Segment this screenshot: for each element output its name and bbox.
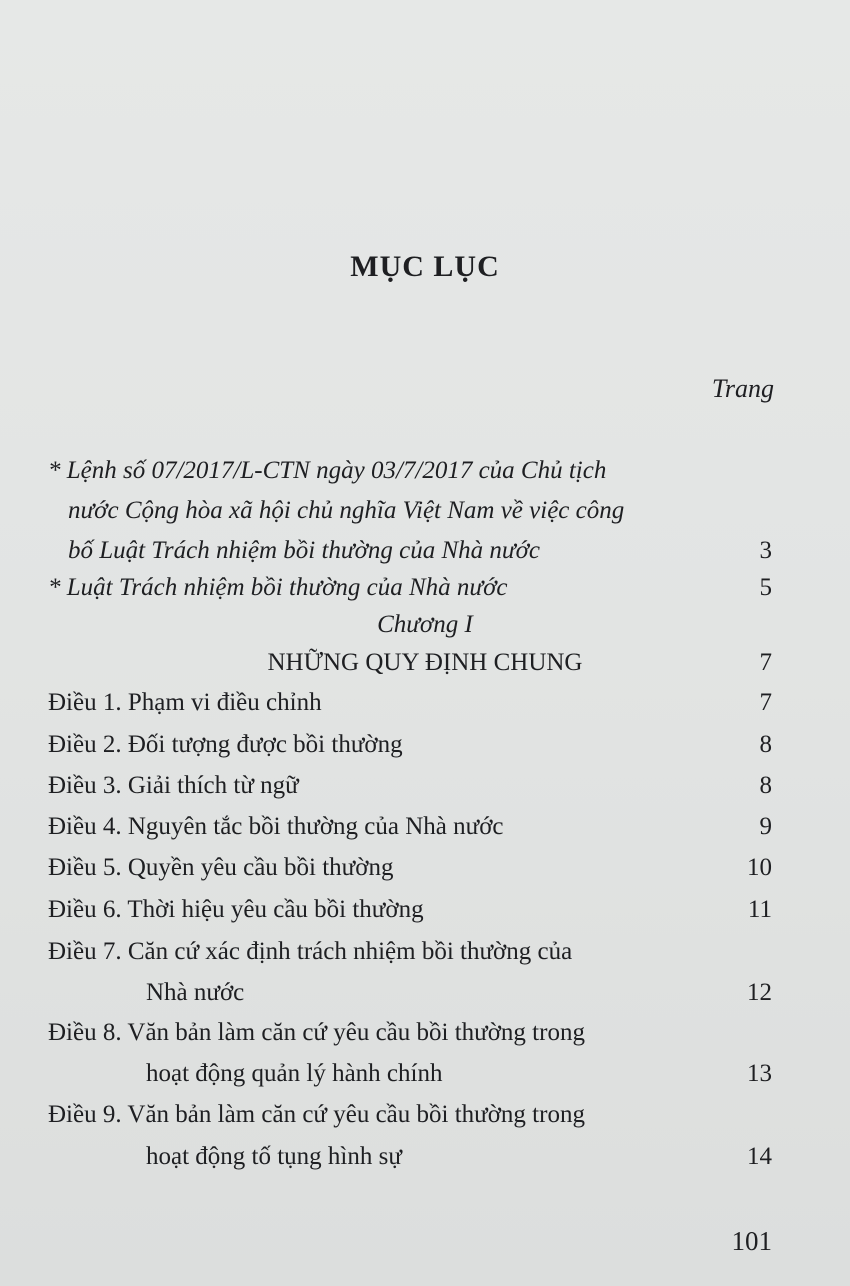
entry-order-page: 3 bbox=[759, 537, 772, 564]
entry-order-line-1: * Lệnh số 07/2017/L-CTN ngày 03/7/2017 của Chủ tịch bbox=[48, 457, 607, 484]
chapter-title: NHỮNG QUY ĐỊNH CHUNG bbox=[267, 649, 583, 676]
article-4: Điều 4. Nguyên tắc bồi thường của Nhà nước bbox=[48, 813, 504, 840]
article-8-page: 13 bbox=[747, 1060, 772, 1087]
entry-order-line-2: nước Cộng hòa xã hội chủ nghĩa Việt Nam về việc công bbox=[68, 497, 625, 524]
article-8-line-2: hoạt động quản lý hành chính bbox=[146, 1060, 443, 1087]
article-7-line-1: Điều 7. Căn cứ xác định trách nhiệm bồi thường của bbox=[48, 938, 573, 965]
article-5-page: 10 bbox=[747, 854, 772, 881]
article-9-line-1: Điều 9. Văn bản làm căn cứ yêu cầu bồi thường trong bbox=[48, 1101, 585, 1128]
chapter-label: Chương I bbox=[377, 611, 473, 638]
article-2: Điều 2. Đối tượng được bồi thường bbox=[48, 731, 403, 758]
entry-law-line-1: * Luật Trách nhiệm bồi thường của Nhà nước bbox=[48, 574, 508, 601]
entry-law-page: 5 bbox=[759, 574, 772, 601]
article-1-page: 7 bbox=[759, 689, 772, 716]
article-3-page: 8 bbox=[759, 772, 772, 799]
chapter-page: 7 bbox=[759, 649, 772, 676]
article-6: Điều 6. Thời hiệu yêu cầu bồi thường bbox=[48, 896, 424, 923]
article-8-line-1: Điều 8. Văn bản làm căn cứ yêu cầu bồi thường trong bbox=[48, 1019, 585, 1046]
page-column-label: Trang bbox=[711, 374, 774, 403]
toc-title: MỤC LỤC bbox=[350, 250, 500, 283]
article-9-line-2: hoạt động tố tụng hình sự bbox=[146, 1143, 402, 1170]
article-2-page: 8 bbox=[759, 731, 772, 758]
article-3: Điều 3. Giải thích từ ngữ bbox=[48, 772, 299, 799]
article-1: Điều 1. Phạm vi điều chỉnh bbox=[48, 689, 322, 716]
article-7-line-2: Nhà nước bbox=[146, 979, 245, 1006]
article-4-page: 9 bbox=[759, 813, 772, 840]
page-number: 101 bbox=[731, 1226, 772, 1256]
article-9-page: 14 bbox=[747, 1143, 772, 1170]
article-5: Điều 5. Quyền yêu cầu bồi thường bbox=[48, 854, 394, 881]
article-7-page: 12 bbox=[747, 979, 772, 1006]
article-6-page: 11 bbox=[747, 896, 772, 923]
entry-order-line-3: bố Luật Trách nhiệm bồi thường của Nhà nước bbox=[68, 537, 541, 564]
